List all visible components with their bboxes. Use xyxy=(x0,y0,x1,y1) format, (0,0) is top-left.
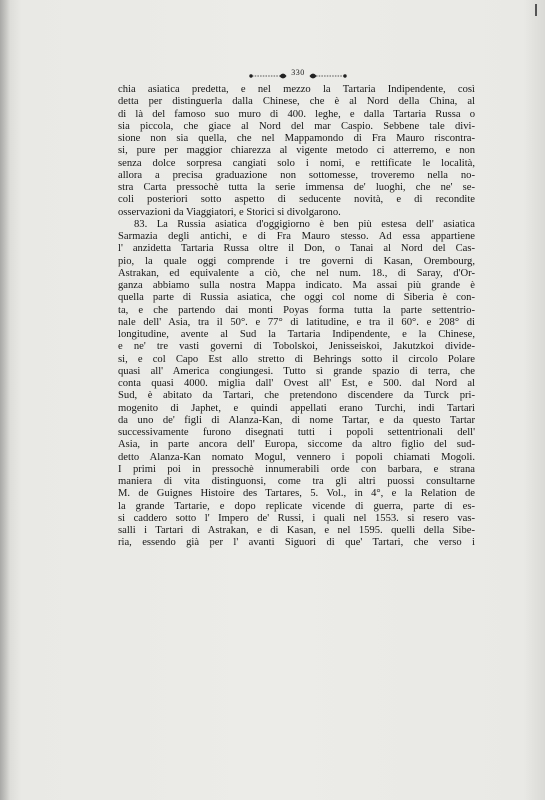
text-line: longitudine, avente al Sud la Tartaria Indipendente, e la Chinese, xyxy=(118,329,475,340)
text-line: mogenito di Japhet, e quindi appellati erano Turchi, indi Tartari xyxy=(118,402,475,414)
page-header-ornament xyxy=(248,70,348,82)
text-line: l' anzidetta Tartaria Russa oltre il Don, o Tanai al Nord del Cas- xyxy=(118,243,475,255)
text-line: sione non sia quella, che nel Mappamondo di Fra Mauro riscontra- xyxy=(118,133,475,144)
paragraph-start-line: 83. La Russia asiatica d'oggigiorno è ben più estesa dell' asiatica xyxy=(134,218,475,230)
text-line: si, pure per maggior chiarezza al vigente metodo ci atterremo, e non xyxy=(118,145,475,157)
text-line: ta, e che partendo dai monti Poyas forma tutta la parte settentrio- xyxy=(118,304,475,316)
text-line: sia piccola, che giace al Nord del mar Caspio. Sebbene tale divi- xyxy=(118,120,475,132)
text-line: Asia, in parte ancora dell' Europa, siccome da altro figlio del sud- xyxy=(118,439,475,451)
text-line: detta per distinguerla dalla Chinese, che è al Nord della China, al xyxy=(118,96,475,108)
text-line: senza dolce sorpresa cangiati solo i nomi, e rettificate le località, xyxy=(118,157,475,169)
text-line: osservazioni da Viaggiatori, e Storici si divolgarono. xyxy=(118,206,341,218)
text-line: M. de Guignes Histoire des Tartares, 5. Vol., in 4°, e la Relation de xyxy=(118,488,475,500)
text-line: Astrakan, ed equivalente a ciò, che nel num. 18., di Saray, d'Or- xyxy=(118,267,475,279)
text-line: e ne' tre vasti governi di Tobolskoi, Jenisseiskoi, Jakutzkoi divide- xyxy=(118,341,475,353)
text-line: I primi poi in pressochè innumerabili orde con barbara, e strana xyxy=(118,463,475,475)
text-line: si caddero sotto l' Impero de' Russi, i quali nel 1553. si resero vas- xyxy=(118,512,475,524)
text-line: Sarmazia degli antichi, e di Fra Mauro stesso. Ad essa appartiene xyxy=(118,231,475,242)
text-line: coli posteriori sotto aspetto di seducente novità, e di recondite xyxy=(118,194,475,206)
body-text xyxy=(118,84,475,550)
text-line: chia asiatica predetta, e nel mezzo la Tartaria Indipendente, così xyxy=(118,84,475,95)
text-line: da uno de' figli di Alanza-Kan, di nome Tartar, e da questo Tartar xyxy=(118,414,475,426)
corner-mark xyxy=(535,4,537,16)
text-line: di là del famoso suo muro di 400. leghe, e dalla Tartaria Russa o xyxy=(118,108,475,120)
text-line: nale dell' Asia, tra il 50°. e 77° di latitudine, e tra il 60°. e 208° di xyxy=(118,316,475,328)
text-line: Sud, è abitato da Tartari, che pretendono discendere da Turck pri- xyxy=(118,390,475,402)
text-line: conta quasi 4000. miglia dall' Ovest all' Est, e 500. dal Nord al xyxy=(118,378,475,389)
text-line: salli i Tartari di Astrakan, e di Kasan, e nel 1595. quelli della Sibe- xyxy=(118,525,475,536)
text-line: detto Alanza-Kan nomato Mogul, vennero i popoli chiamati Mogoli. xyxy=(118,451,475,463)
text-line: si, e col Capo Est allo stretto di Behrings sotto il circolo Polare xyxy=(118,353,475,365)
text-line: la grande Tartarie, e dopo replicate vicende di guerra, parte di es- xyxy=(118,500,475,512)
text-line: successivamente furono disegnati tutti i popoli settentrionali dell' xyxy=(118,427,475,438)
text-line: quasi all' America congiungesi. Tutto sì grande spazio di terra, che xyxy=(118,365,475,377)
text-line: quella parte di Russia asiatica, che oggi col nome di Siberia è con- xyxy=(118,292,475,304)
text-line: pio, la quale oggi comprende i tre governi di Kasan, Orembourg, xyxy=(118,255,475,267)
text-line: allora a precisa graduazione non sottomesse, troveremo nella no- xyxy=(118,169,475,181)
text-line: ganza abbiamo sulla nostra Mappa indicato. Ma assai più grande è xyxy=(118,280,475,291)
page-number: 330 xyxy=(291,68,305,77)
text-line: ria, essendo già per l' avanti Siguori di que' Tartari, che verso i xyxy=(118,537,475,549)
binding-shadow xyxy=(0,0,10,800)
text-line: stra Carta pressochè tutta la serie immensa de' luoghi, che ne' se- xyxy=(118,182,475,193)
text-line: maniera di vita distinguonsi, come tra gli altri puossi consultarne xyxy=(118,476,475,487)
